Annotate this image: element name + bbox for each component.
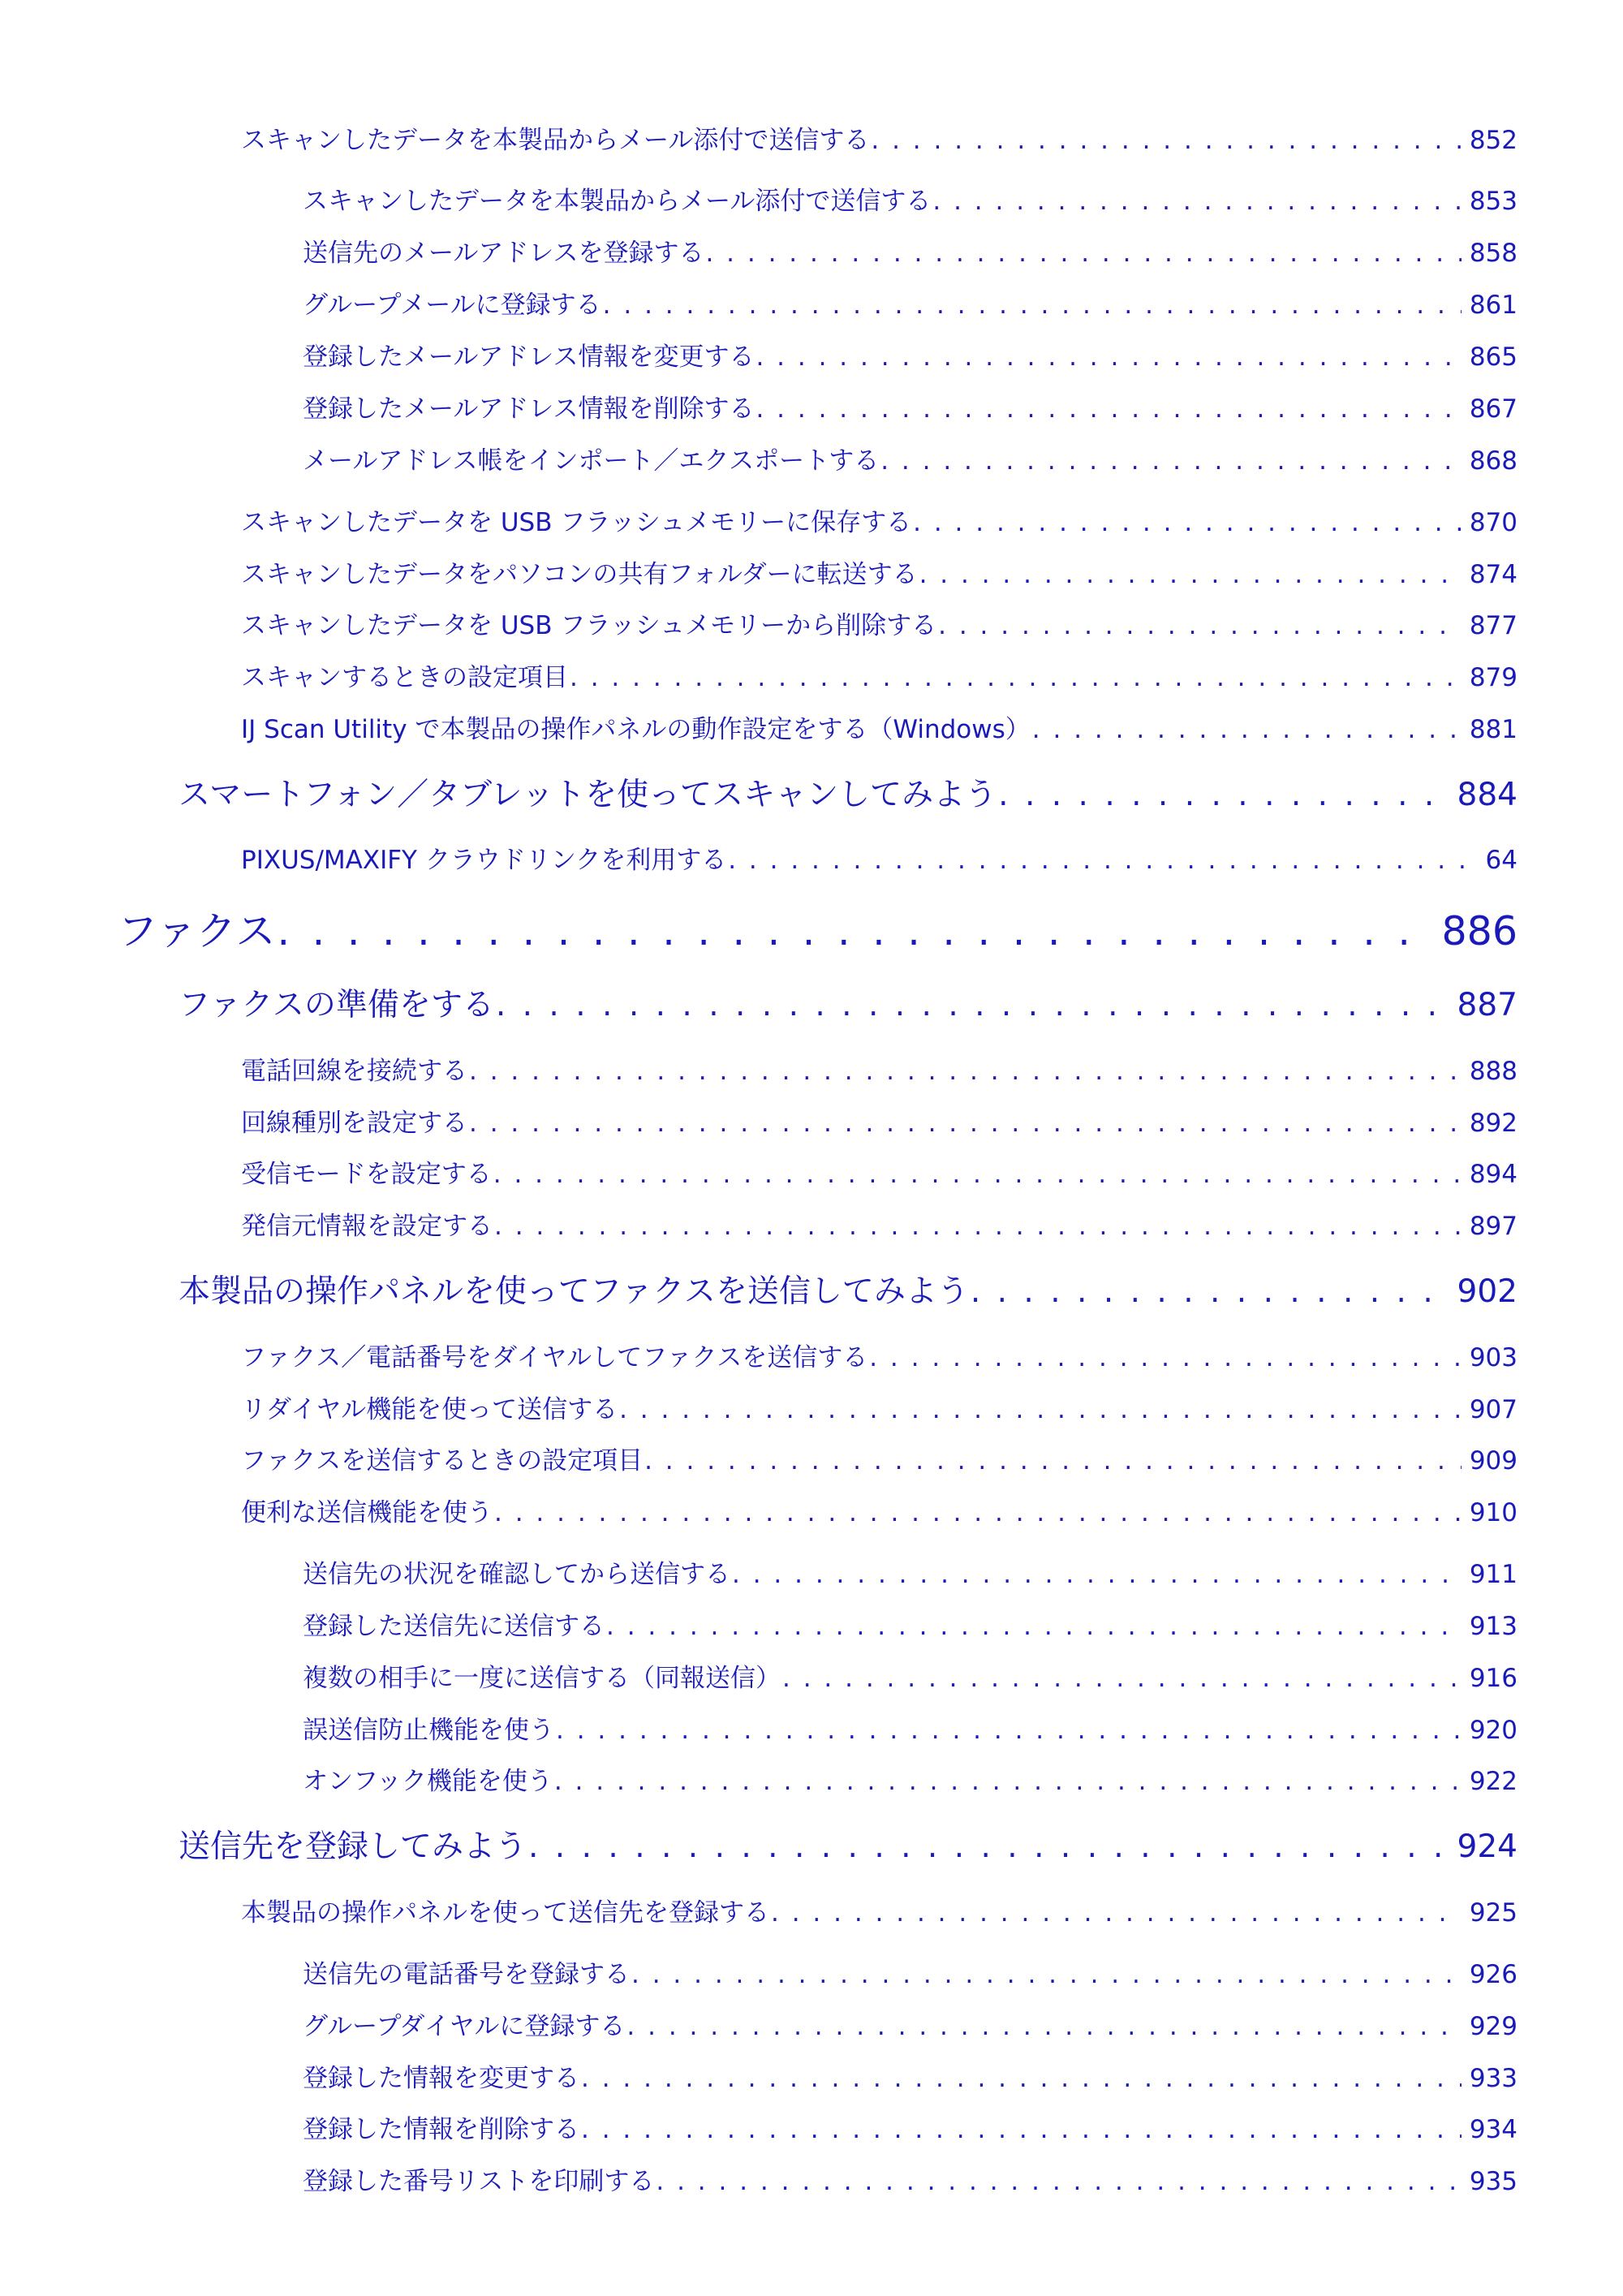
dot-leader [932,187,1461,216]
dot-leader [971,1273,1449,1310]
toc-entry-title: IJ Scan Utility で本製品の操作パネルの動作設定をする（Windows） [241,715,1031,744]
toc-entry-page: 887 [1457,987,1518,1023]
toc-entry-page: 922 [1469,1767,1518,1796]
toc-entry-page: 879 [1469,663,1518,692]
toc-entry[interactable] [241,605,1518,639]
toc-entry-title: 登録した番号リストを印刷する [303,2167,655,2196]
toc-entry[interactable] [118,900,1518,952]
toc-entry-title: スキャンするときの設定項目 [241,663,568,692]
toc-entry[interactable] [303,1553,1518,1587]
dot-leader [528,1829,1449,1865]
dot-leader [626,2012,1461,2041]
toc-entry-page: 852 [1469,126,1518,155]
toc-entry[interactable] [241,1389,1518,1423]
toc-entry-title: ファクス／電話番号をダイヤルしてファクスを送信する [241,1343,868,1372]
toc-entry-title: 誤送信防止機能を使う [303,1716,554,1745]
toc-entry-title: 電話回線を接続する [241,1057,467,1086]
toc-entry-page: 894 [1469,1160,1518,1189]
toc-entry-title: スキャンしたデータをパソコンの共有フォルダーに転送する [241,560,918,589]
toc-entry[interactable] [241,1892,1518,1926]
dot-leader [732,1560,1462,1589]
dot-leader [469,1057,1462,1086]
dot-leader [278,908,1434,954]
dot-leader [871,126,1461,155]
toc-entry-title: PIXUS/MAXIFY クラウドリンクを利用する [241,846,727,875]
toc-entry[interactable] [179,769,1518,812]
toc-entry-page: 877 [1469,611,1518,640]
toc-entry[interactable] [241,119,1518,153]
dot-leader [554,1767,1462,1796]
toc-entry-title: スマートフォン／タブレットを使ってスキャンしてみよう [179,777,997,813]
dot-leader [494,1498,1462,1527]
dot-leader [869,1343,1462,1372]
dot-leader [606,1612,1462,1641]
toc-entry[interactable] [241,1492,1518,1526]
toc-entry-page: 925 [1469,1898,1518,1928]
toc-entry-title: スキャンしたデータを USB フラッシュメモリーに保存する [241,508,912,537]
toc-entry-page: 935 [1469,2167,1518,2196]
dot-leader [644,1446,1462,1475]
toc-entry-title: 発信元情報を設定する [241,1212,493,1241]
toc-entry-title: スキャンしたデータを本製品からメール添付で送信する [241,126,870,155]
dot-leader [756,342,1461,372]
toc-entry[interactable] [303,440,1518,474]
toc-entry[interactable] [303,388,1518,422]
toc-entry-page: 934 [1469,2115,1518,2144]
toc-entry-page: 868 [1469,446,1518,476]
toc-entry[interactable] [303,1954,1518,1988]
toc-entry[interactable] [303,336,1518,370]
dot-leader [1032,715,1462,744]
toc-entry[interactable] [303,1657,1518,1691]
dot-leader [705,239,1461,268]
dot-leader [938,611,1462,640]
toc-entry-title: ファクスの準備をする [179,987,494,1023]
toc-entry-page: 926 [1469,1960,1518,1989]
dot-leader [880,446,1462,476]
dot-leader [771,1898,1462,1928]
toc-entry-title: 回線種別を設定する [241,1109,467,1138]
toc-entry[interactable] [303,2005,1518,2040]
dot-leader [556,1716,1462,1745]
toc-entry-page: 929 [1469,2012,1518,2041]
toc-entry-title: スキャンしたデータを USB フラッシュメモリーから削除する [241,611,937,640]
toc-entry-page: 907 [1469,1395,1518,1424]
toc-entry[interactable] [179,980,1518,1022]
toc-entry-title: オンフック機能を使う [303,1767,553,1796]
toc-entry[interactable] [303,180,1518,214]
toc-entry-page: 64 [1485,846,1518,875]
toc-entry-page: 902 [1457,1273,1518,1310]
toc-entry-page: 867 [1469,394,1518,424]
toc-entry[interactable] [303,2057,1518,2091]
dot-leader [469,1109,1462,1138]
toc-entry-page: 861 [1469,291,1518,320]
toc-entry-page: 913 [1469,1612,1518,1641]
dot-leader [603,291,1462,320]
toc-entry[interactable] [303,2160,1518,2195]
toc-entry-title: 本製品の操作パネルを使って送信先を登録する [241,1898,769,1928]
toc-entry-page: 881 [1469,715,1518,744]
toc-entry-title: 登録した情報を変更する [303,2064,579,2093]
toc-entry[interactable] [241,657,1518,691]
dot-leader [998,777,1449,813]
toc-entry-page: 933 [1469,2064,1518,2093]
toc-entry-page: 886 [1441,908,1518,954]
toc-entry-title: 登録したメールアドレス情報を変更する [303,342,755,372]
toc-entry-page: 924 [1457,1829,1518,1865]
toc-entry[interactable] [241,1153,1518,1187]
toc-entry-page: 853 [1469,187,1518,216]
toc-entry-title: グループダイヤルに登録する [303,2012,626,2041]
dot-leader [913,508,1462,537]
toc-entry-title: 登録した送信先に送信する [303,1612,605,1641]
dot-leader [493,1160,1462,1189]
toc-entry-page: 858 [1469,239,1518,268]
toc-entry[interactable] [303,284,1518,318]
toc-entry-title: 受信モードを設定する [241,1160,492,1189]
toc-entry[interactable] [303,2109,1518,2143]
toc-entry-title: スキャンしたデータを本製品からメール添付で送信する [303,187,932,216]
toc-entry[interactable] [241,839,1518,873]
toc-entry-title: 送信先を登録してみよう [179,1829,527,1865]
toc-entry-title: 本製品の操作パネルを使ってファクスを送信してみよう [179,1273,969,1310]
toc-entry-title: リダイヤル機能を使って送信する [241,1395,618,1424]
toc-entry[interactable] [241,554,1518,588]
toc-entry[interactable] [241,1337,1518,1371]
toc-entry-page: 903 [1469,1343,1518,1372]
toc-entry[interactable] [241,1440,1518,1474]
dot-leader [570,663,1462,692]
toc-entry[interactable] [241,1102,1518,1136]
toc-entry-title: 複数の相手に一度に送信する（同報送信） [303,1664,781,1693]
toc-entry[interactable] [179,1266,1518,1308]
toc-entry-title: ファクスを送信するときの設定項目 [241,1446,644,1475]
toc-entry[interactable] [179,1821,1518,1863]
toc-entry[interactable] [241,1050,1518,1084]
toc-entry-page: 911 [1469,1560,1518,1589]
toc-entry-title: 送信先の電話番号を登録する [303,1960,630,1989]
toc-entry-page: 920 [1469,1716,1518,1745]
toc-entry-page: 884 [1457,777,1518,813]
dot-leader [782,1664,1462,1693]
toc-entry[interactable] [303,1760,1518,1794]
toc-entry-page: 874 [1469,560,1518,589]
toc-entry-page: 865 [1469,342,1518,372]
dot-leader [581,2064,1462,2093]
dot-leader [631,1960,1462,1989]
toc-entry-page: 892 [1469,1109,1518,1138]
toc-entry-title: 便利な送信機能を使う [241,1498,493,1527]
toc-entry[interactable] [303,1605,1518,1639]
toc-entry-page: 888 [1469,1057,1518,1086]
toc-entry-title: グループメールに登録する [303,291,601,320]
toc-entry-title: ファクス [118,908,276,954]
dot-leader [656,2167,1461,2196]
toc-entry[interactable] [241,709,1518,743]
toc-entry-title: 登録したメールアドレス情報を削除する [303,394,755,424]
toc-entry[interactable] [241,1205,1518,1239]
toc-entry-page: 910 [1469,1498,1518,1527]
toc-entry-page: 916 [1469,1664,1518,1693]
toc-entry-page: 909 [1469,1446,1518,1475]
dot-leader [581,2115,1462,2144]
toc-entry[interactable] [303,1709,1518,1743]
toc-entry-title: 送信先のメールアドレスを登録する [303,239,704,268]
toc-entry[interactable] [303,232,1518,266]
toc-entry-title: 送信先の状況を確認してから送信する [303,1560,730,1589]
dot-leader [496,987,1449,1023]
dot-leader [728,846,1477,875]
toc-entry[interactable] [241,502,1518,536]
dot-leader [619,1395,1462,1424]
toc-entry-page: 897 [1469,1212,1518,1241]
toc-entry-title: メールアドレス帳をインポート／エクスポートする [303,446,880,476]
toc-entry-title: 登録した情報を削除する [303,2115,579,2144]
dot-leader [494,1212,1462,1241]
dot-leader [919,560,1462,589]
dot-leader [756,394,1461,424]
toc-entry-page: 870 [1469,508,1518,537]
